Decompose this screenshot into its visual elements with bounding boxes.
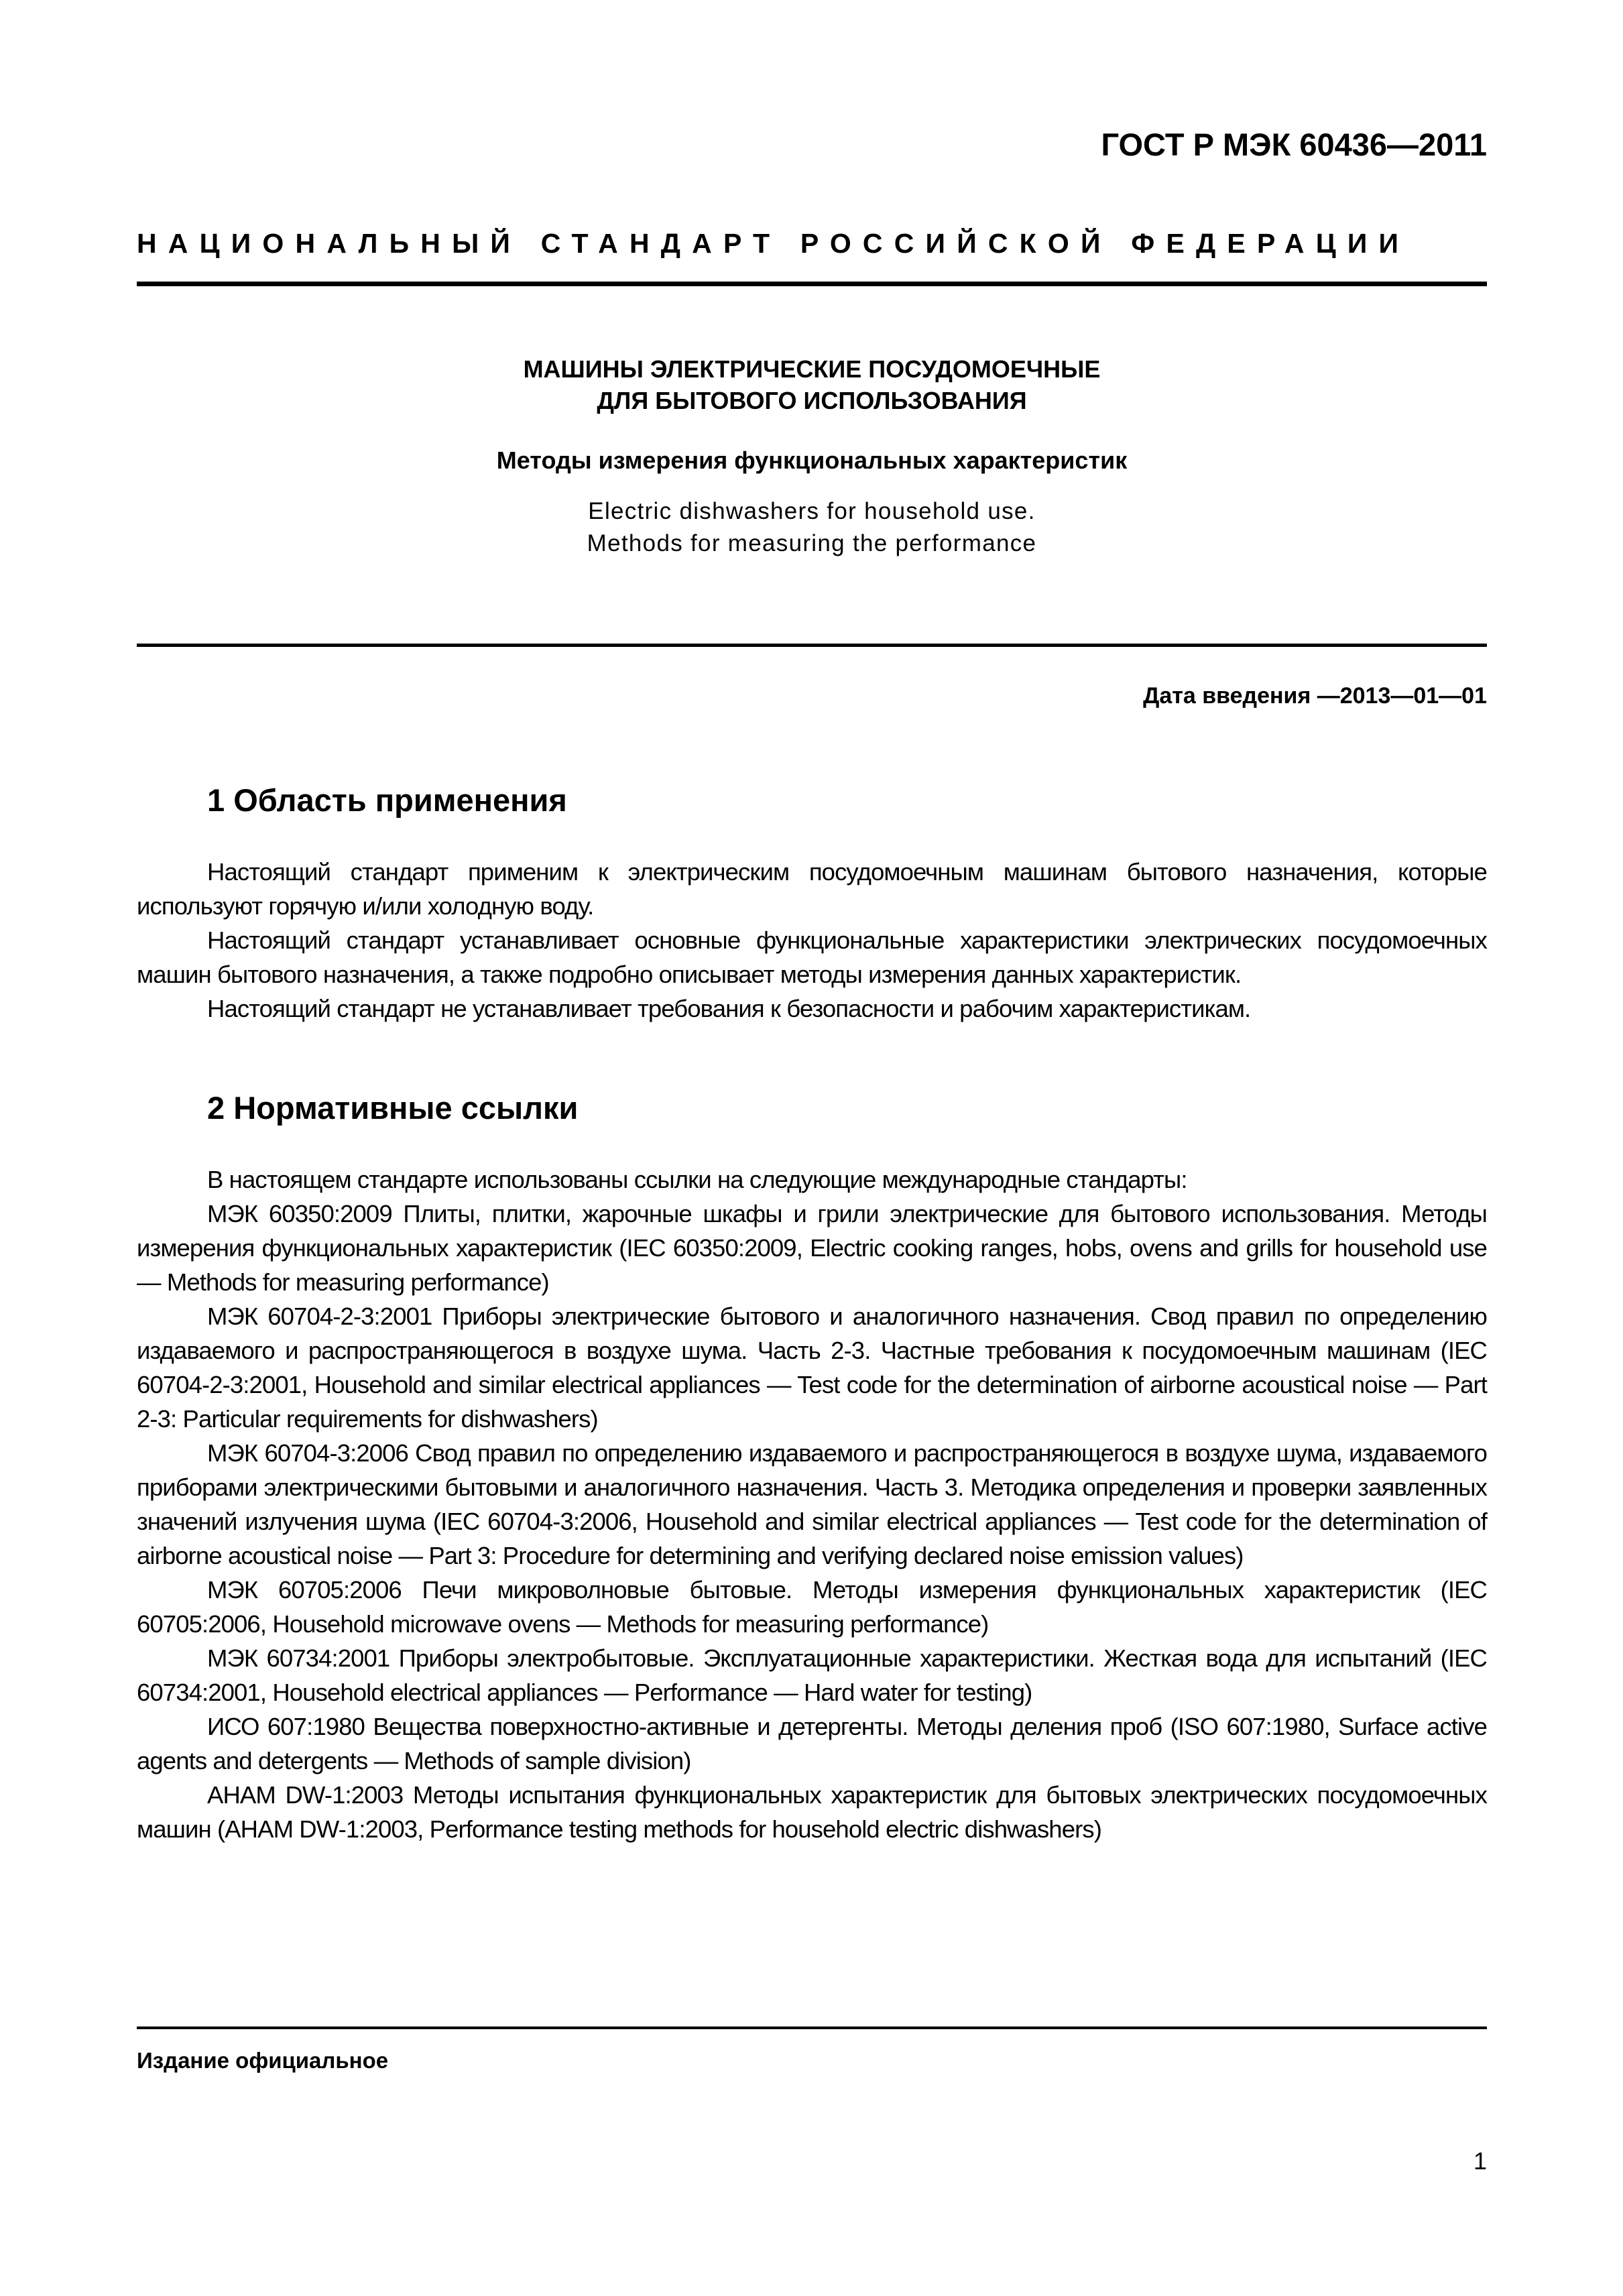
national-standard-banner: НАЦИОНАЛЬНЫЙ СТАНДАРТ РОССИЙСКОЙ ФЕДЕРАЦИИ <box>137 228 1410 259</box>
paragraph: Настоящий стандарт не устанавливает требования к безопасности и рабочим характеристикам. <box>207 995 1251 1022</box>
reference-item: ИСО 607:1980 Вещества поверхностно-активные и детергенты. Методы деления проб (ISO 607:1980, Surface active agents and detergents — Methods of sample division) <box>137 1713 1487 1774</box>
reference-item: AHAM DW-1:2003 Методы испытания функциональных характеристик для бытовых электрических посудомоечных машин (AHAM DW-1:2003, Performance testing methods for household electric dishwashers) <box>137 1781 1487 1843</box>
document-subtitle: Методы измерения функциональных характеристик <box>496 446 1128 474</box>
title-line-1: МАШИНЫ ЭЛЕКТРИЧЕСКИЕ ПОСУДОМОЕЧНЫЕ <box>523 355 1101 383</box>
reference-item: МЭК 60705:2006 Печи микроволновые бытовые. Методы измерения функциональных характеристик (IEC 60705:2006, Household microwave ovens — Methods for measuring performance) <box>137 1576 1487 1638</box>
document-title <box>137 353 1487 416</box>
english-title <box>137 495 1487 560</box>
introduction-date: Дата введения —2013—01—01 <box>1143 683 1487 709</box>
reference-item: МЭК 60734:2001 Приборы электробытовые. Эксплуатационные характеристики. Жесткая вода для испытаний (IEC 60734:2001, Household electrical appliances — Performance — Hard water for testing) <box>137 1644 1487 1706</box>
paragraph: В настоящем стандарте использованы ссылки на следующие международные стандарты: <box>207 1166 1187 1193</box>
title-divider <box>137 644 1487 647</box>
reference-item: МЭК 60704-2-3:2001 Приборы электрические бытового и аналогичного назначения. Свод правил по определению издаваемого и распространяющегося в воздухе шума. Часть 2-3. Частные требования к посудомоечным машинам (IEC 60704-2-3:2001, Household and similar electrical appliances — Test code for the determination of airborne acoustical noise — Part 2-3: Particular requirements for dishwashers) <box>137 1303 1487 1433</box>
section-1-body <box>137 855 1487 1026</box>
header-divider <box>137 282 1487 286</box>
section-1-heading: 1 Область применения <box>207 782 567 818</box>
page-number: 1 <box>1473 2147 1487 2175</box>
footer-divider <box>137 2027 1487 2029</box>
english-title-line-2: Methods for measuring the performance <box>587 530 1037 556</box>
section-2-heading: 2 Нормативные ссылки <box>207 1090 579 1126</box>
section-2-body <box>137 1162 1487 1846</box>
edition-label: Издание официальное <box>137 2048 389 2073</box>
paragraph: Настоящий стандарт устанавливает основные функциональные характеристики электрических посудомоечных машин бытового назначения, а также подробно описывает методы измерения данных характеристик. <box>137 926 1487 988</box>
title-block <box>137 353 1487 560</box>
reference-item: МЭК 60704-3:2006 Свод правил по определению издаваемого и распространяющегося в воздухе шума, издаваемого приборами электрическими бытовыми и аналогичного назначения. Часть 3. Методика определения и проверки заявленных значений излучения шума (IEC 60704-3:2006, Household and similar electrical appliances — Test code for the determination of airborne acoustical noise — Part 3: Procedure for determining and verifying declared noise emission values) <box>137 1439 1487 1569</box>
english-title-line-1: Electric dishwashers for household use. <box>588 498 1036 524</box>
paragraph: Настоящий стандарт применим к электрическим посудомоечным машинам бытового назначения, которые используют горячую и/или холодную воду. <box>137 858 1487 920</box>
title-line-2: ДЛЯ БЫТОВОГО ИСПОЛЬЗОВАНИЯ <box>597 387 1027 414</box>
reference-item: МЭК 60350:2009 Плиты, плитки, жарочные шкафы и грили электрические для бытового использования. Методы измерения функциональных характеристик (IEC 60350:2009, Electric cooking ranges, hobs, ovens and grills for household use — Methods for measuring performance) <box>137 1200 1487 1296</box>
document-number: ГОСТ Р МЭК 60436—2011 <box>1101 127 1487 162</box>
